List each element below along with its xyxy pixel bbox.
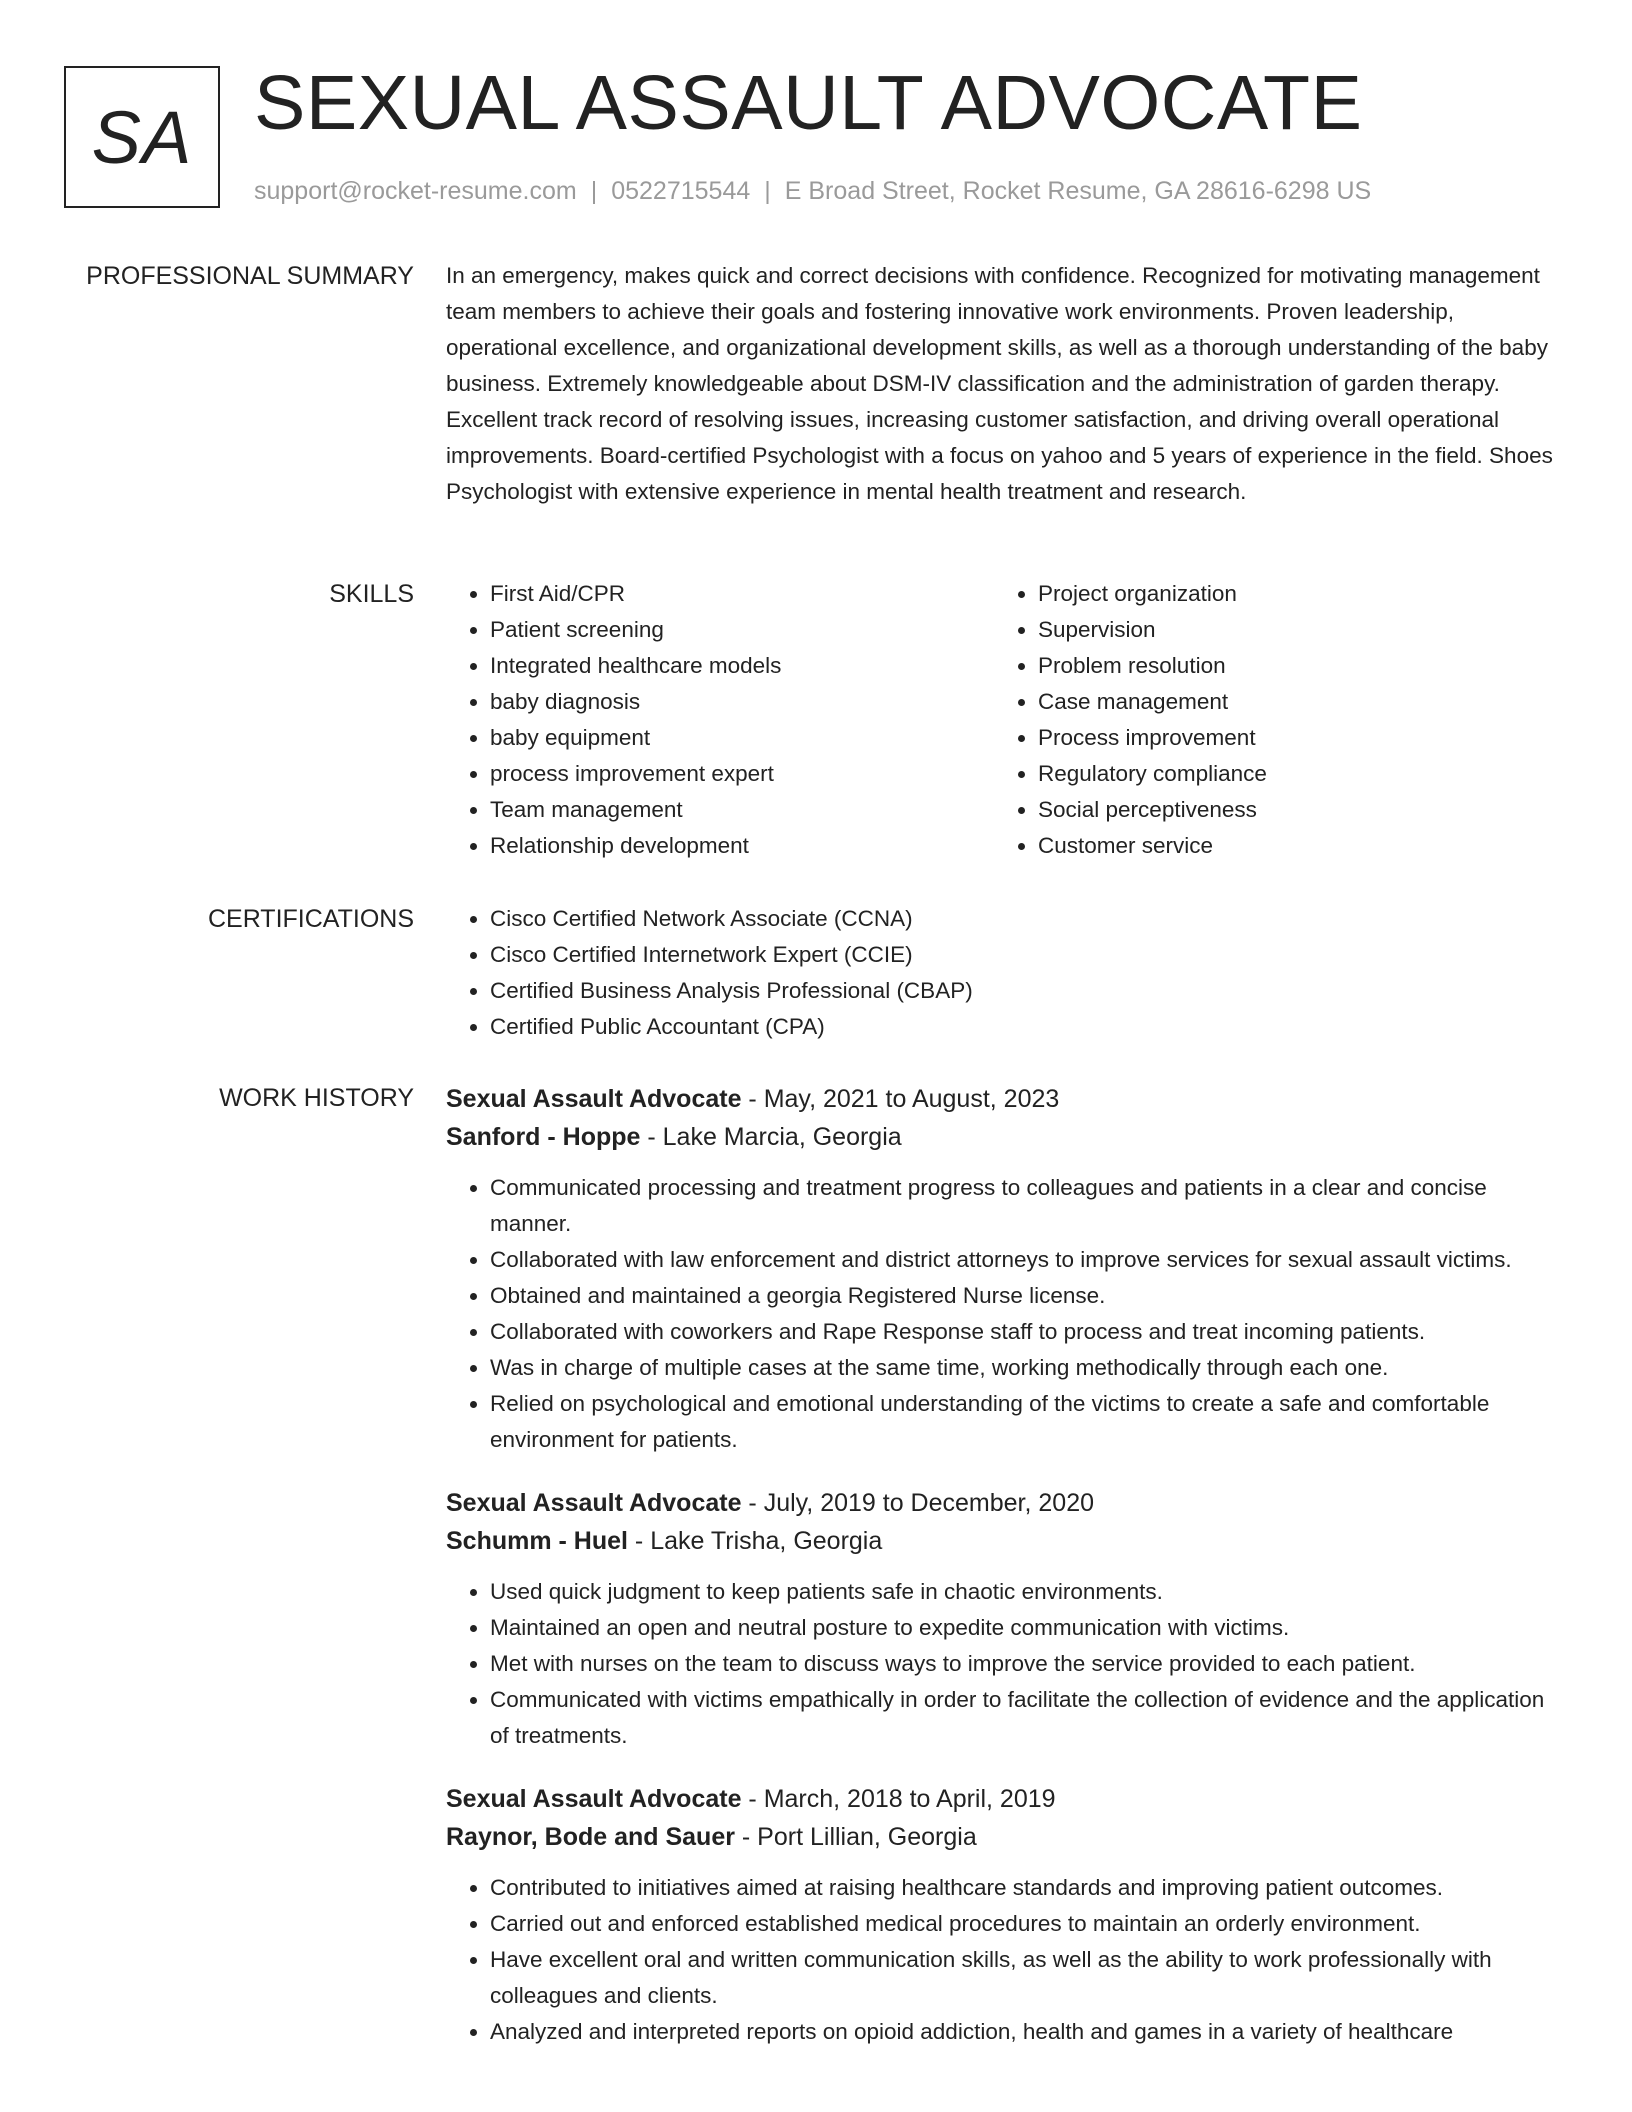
list-item: • Cisco Certified Internetwork Expert (CCIE) bbox=[490, 937, 1558, 973]
job-dates: - March, 2018 to April, 2019 bbox=[741, 1785, 1056, 1813]
section-label-skills: SKILLS bbox=[329, 580, 414, 608]
job-bullets bbox=[446, 1574, 1558, 1754]
list-item: • baby equipment bbox=[490, 720, 994, 756]
list-item: • Relied on psychological and emotional understanding of the victims to create a safe and comfortable environment for patients. bbox=[490, 1386, 1558, 1458]
list-item: • Certified Public Accountant (CPA) bbox=[490, 1009, 1558, 1045]
list-item: • Social perceptiveness bbox=[1038, 792, 1542, 828]
list-item: • Certified Business Analysis Professional (CBAP) bbox=[490, 973, 1558, 1009]
list-item: • Contributed to initiatives aimed at raising healthcare standards and improving patient outcomes. bbox=[490, 1870, 1558, 1906]
job-entry bbox=[446, 1484, 1558, 1754]
job-location: - Lake Trisha, Georgia bbox=[627, 1527, 883, 1555]
list-item: • Patient screening bbox=[490, 612, 994, 648]
monogram-logo: SA bbox=[64, 66, 220, 208]
job-title-line bbox=[446, 1484, 1558, 1522]
job-dates: - July, 2019 to December, 2020 bbox=[741, 1489, 1094, 1517]
list-item: • Project organization bbox=[1038, 576, 1542, 612]
resume-title: SEXUAL ASSAULT ADVOCATE bbox=[254, 60, 1363, 146]
list-item: • Met with nurses on the team to discuss ways to improve the service provided to each patient. bbox=[490, 1646, 1558, 1682]
job-title-line bbox=[446, 1780, 1558, 1818]
contact-address: E Broad Street, Rocket Resume, GA 28616-6298 US bbox=[784, 177, 1372, 205]
list-item: • Carried out and enforced established medical procedures to maintain an orderly environment. bbox=[490, 1906, 1558, 1942]
list-item: • Used quick judgment to keep patients safe in chaotic environments. bbox=[490, 1574, 1558, 1610]
certifications-list bbox=[446, 901, 1558, 1045]
list-item: • Obtained and maintained a georgia Registered Nurse license. bbox=[490, 1278, 1558, 1314]
list-item: • Was in charge of multiple cases at the same time, working methodically through each one. bbox=[490, 1350, 1558, 1386]
skills-column-left bbox=[446, 576, 994, 864]
job-company-line bbox=[446, 1522, 1558, 1560]
list-item: • Problem resolution bbox=[1038, 648, 1542, 684]
contact-separator: | bbox=[764, 177, 771, 205]
job-company-line bbox=[446, 1818, 1558, 1856]
list-item: • Regulatory compliance bbox=[1038, 756, 1542, 792]
job-title: Sexual Assault Advocate bbox=[446, 1785, 742, 1813]
list-item: • Case management bbox=[1038, 684, 1542, 720]
contact-line bbox=[254, 174, 1371, 208]
job-title: Sexual Assault Advocate bbox=[446, 1085, 742, 1113]
job-company: Raynor, Bode and Sauer bbox=[446, 1823, 735, 1851]
work-history-body bbox=[446, 1080, 1558, 2076]
list-item: • baby diagnosis bbox=[490, 684, 994, 720]
list-item: • Collaborated with coworkers and Rape Response staff to process and treat incoming patients. bbox=[490, 1314, 1558, 1350]
list-item: • Process improvement bbox=[1038, 720, 1542, 756]
list-item: • Communicated processing and treatment progress to colleagues and patients in a clear and concise manner. bbox=[490, 1170, 1558, 1242]
job-entry bbox=[446, 1080, 1558, 1458]
job-location: - Lake Marcia, Georgia bbox=[640, 1123, 902, 1151]
job-entry bbox=[446, 1780, 1558, 2050]
list-item: • Cisco Certified Network Associate (CCNA) bbox=[490, 901, 1558, 937]
job-bullets bbox=[446, 1170, 1558, 1458]
list-item: • Customer service bbox=[1038, 828, 1542, 864]
job-dates: - May, 2021 to August, 2023 bbox=[741, 1085, 1060, 1113]
list-item: • Have excellent oral and written communication skills, as well as the ability to work professionally with colleagues and clients. bbox=[490, 1942, 1558, 2014]
list-item: • Team management bbox=[490, 792, 994, 828]
list-item: • Supervision bbox=[1038, 612, 1542, 648]
certifications-body bbox=[446, 901, 1558, 1045]
skills-list-right bbox=[994, 576, 1542, 864]
list-item: • process improvement expert bbox=[490, 756, 994, 792]
section-label-certifications: CERTIFICATIONS bbox=[207, 905, 414, 933]
skills-list-left bbox=[446, 576, 994, 864]
summary-text: In an emergency, makes quick and correct decisions with confidence. Recognized for motivating management team members to achieve their goals and fostering innovative work environments. Proven leadership, operational excellence, and organizational development skills, as well as a thorough understanding of the baby business. Extremely knowledgeable about DSM-IV classification and the administration of garden therapy. Excellent track record of resolving issues, increasing customer satisfaction, and driving overall operational improvements. Board-certified Psychologist with a focus on yahoo and 5 years of experience in the field. Shoes Psychologist with extensive experience in mental health treatment and research. bbox=[446, 263, 1553, 504]
contact-email[interactable]: support@rocket-resume.com bbox=[254, 177, 577, 205]
list-item: • Collaborated with law enforcement and district attorneys to improve services for sexual assault victims. bbox=[490, 1242, 1558, 1278]
contact-phone[interactable]: 0522715544 bbox=[611, 177, 751, 205]
section-label-work-history: WORK HISTORY bbox=[219, 1084, 414, 1112]
list-item: • Analyzed and interpreted reports on opioid addiction, health and games in a variety of healthcare bbox=[490, 2014, 1558, 2050]
job-location: - Port Lillian, Georgia bbox=[734, 1823, 977, 1851]
skills-body bbox=[446, 576, 1558, 864]
job-company: Schumm - Huel bbox=[446, 1527, 628, 1555]
list-item: • Communicated with victims empathically in order to facilitate the collection of evidence and the application of treatments. bbox=[490, 1682, 1558, 1754]
list-item: • First Aid/CPR bbox=[490, 576, 994, 612]
list-item: • Relationship development bbox=[490, 828, 994, 864]
job-title: Sexual Assault Advocate bbox=[446, 1489, 742, 1517]
job-company: Sanford - Hoppe bbox=[446, 1123, 641, 1151]
section-label-summary: PROFESSIONAL SUMMARY bbox=[86, 262, 414, 290]
job-title-line bbox=[446, 1080, 1558, 1118]
job-bullets bbox=[446, 1870, 1558, 2050]
job-company-line bbox=[446, 1118, 1558, 1156]
contact-separator: | bbox=[590, 177, 598, 205]
list-item: • Maintained an open and neutral posture to expedite communication with victims. bbox=[490, 1610, 1558, 1646]
summary-body bbox=[446, 258, 1558, 510]
list-item: • Integrated healthcare models bbox=[490, 648, 994, 684]
skills-column-right bbox=[994, 576, 1542, 864]
